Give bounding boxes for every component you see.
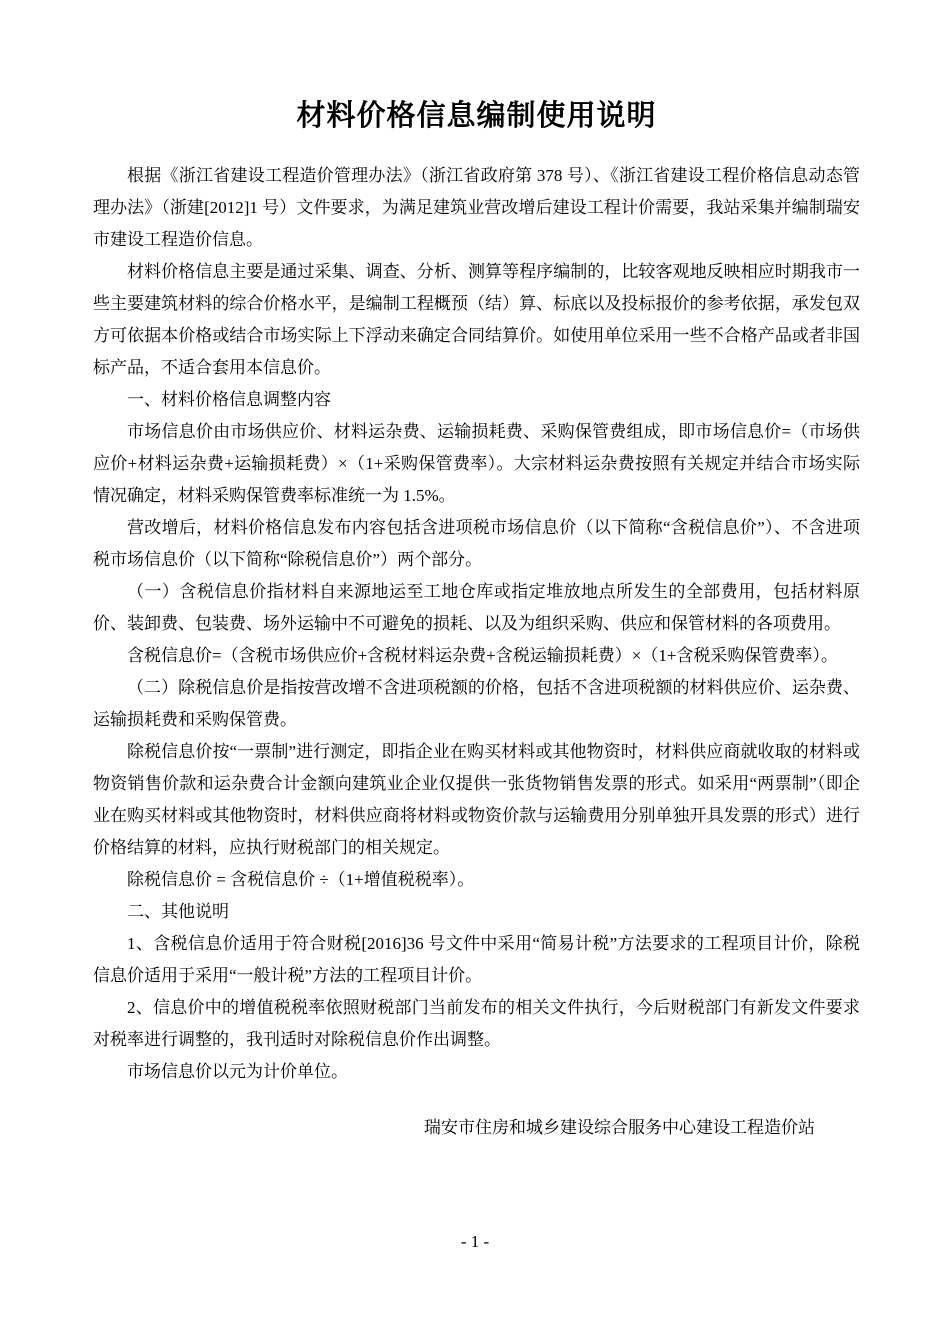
paragraph-note-2: 2、信息价中的增值税税率依照财税部门当前发布的相关文件执行，今后财税部门有新发文件要求对税率进行调整的，我刊适时对除税信息价作出调整。 xyxy=(93,998,860,1050)
paragraph-pricing-unit: 市场信息价以元为计价单位。 xyxy=(127,1062,348,1082)
paragraph-market-price-composition: 市场信息价由市场供应价、材料运杂费、运输损耗费、采购保管费组成，即市场信息价=（市场供应价+材料运杂费+运输损耗费）×（1+采购保管费率）。大宗材料运杂费按照有关规定并结合市场实际情况确定，材料采购保管费率标准统一为 1.5%。 xyxy=(93,422,860,506)
signature-line: 瑞安市住房和城乡建设综合服务中心建设工程造价站 xyxy=(424,1118,815,1138)
paragraph-basis: 根据《浙江省建设工程造价管理办法》（浙江省政府第 378 号）、《浙江省建设工程价格信息动态管理办法》（浙建[2012]1 号）文件要求，为满足建筑业营改增后建设工程计价需要，我站采集并编制瑞安市建设工程造价信息。 xyxy=(93,166,860,250)
heading-section-1: 一、材料价格信息调整内容 xyxy=(127,390,331,410)
page-title: 材料价格信息编制使用说明 xyxy=(296,100,657,132)
paragraph-taxed-price-formula: 含税信息价=（含税市场供应价+含税材料运杂费+含税运输损耗费）×（1+含税采购保管费率）。 xyxy=(127,646,838,666)
paragraph-overview: 材料价格信息主要是通过采集、调查、分析、测算等程序编制的，比较客观地反映相应时期我市一些主要建筑材料的综合价格水平，是编制工程概预（结）算、标底以及投标报价的参考依据，承发包双方可依据本价格或结合市场实际上下浮动来确定合同结算价。如使用单位采用一些不合格产品或者非国标产品，不适合套用本信息价。 xyxy=(93,262,860,378)
paragraph-note-1: 1、含税信息价适用于符合财税[2016]36 号文件中采用“简易计税”方法要求的工程项目计价，除税信息价适用于采用“一般计税”方法的工程项目计价。 xyxy=(93,934,860,986)
paragraph-tax-two-parts: 营改增后，材料价格信息发布内容包括含进项税市场信息价（以下简称“含税信息价”）、不含进项税市场信息价（以下简称“除税信息价”）两个部分。 xyxy=(93,518,860,570)
page-number: - 1 - xyxy=(460,1232,490,1251)
document-body xyxy=(93,160,860,1088)
paragraph-one-ticket-system: 除税信息价按“一票制”进行测定，即指企业在购买材料或其他物资时，材料供应商就收取的材料或物资销售价款和运杂费合计金额向建筑业企业仅提供一张货物销售发票的形式。如采用“两票制”（即企业在购买材料或其他物资时，材料供应商将材料或物资价款与运输费用分别单独开具发票的形式）进行价格结算的材料，应执行财税部门的相关规定。 xyxy=(93,742,860,858)
paragraph-excl-tax-definition: （二）除税信息价是指按营改增不含进项税额的价格，包括不含进项税额的材料供应价、运杂费、运输损耗费和采购保管费。 xyxy=(93,678,860,730)
heading-section-2: 二、其他说明 xyxy=(127,902,229,922)
paragraph-taxed-price-definition: （一）含税信息价指材料自来源地运至工地仓库或指定堆放地点所发生的全部费用，包括材料原价、装卸费、包装费、场外运输中不可避免的损耗、以及为组织采购、供应和保管材料的各项费用。 xyxy=(93,582,860,634)
paragraph-excl-tax-formula: 除税信息价 = 含税信息价 ÷（1+增值税税率）。 xyxy=(127,870,475,890)
